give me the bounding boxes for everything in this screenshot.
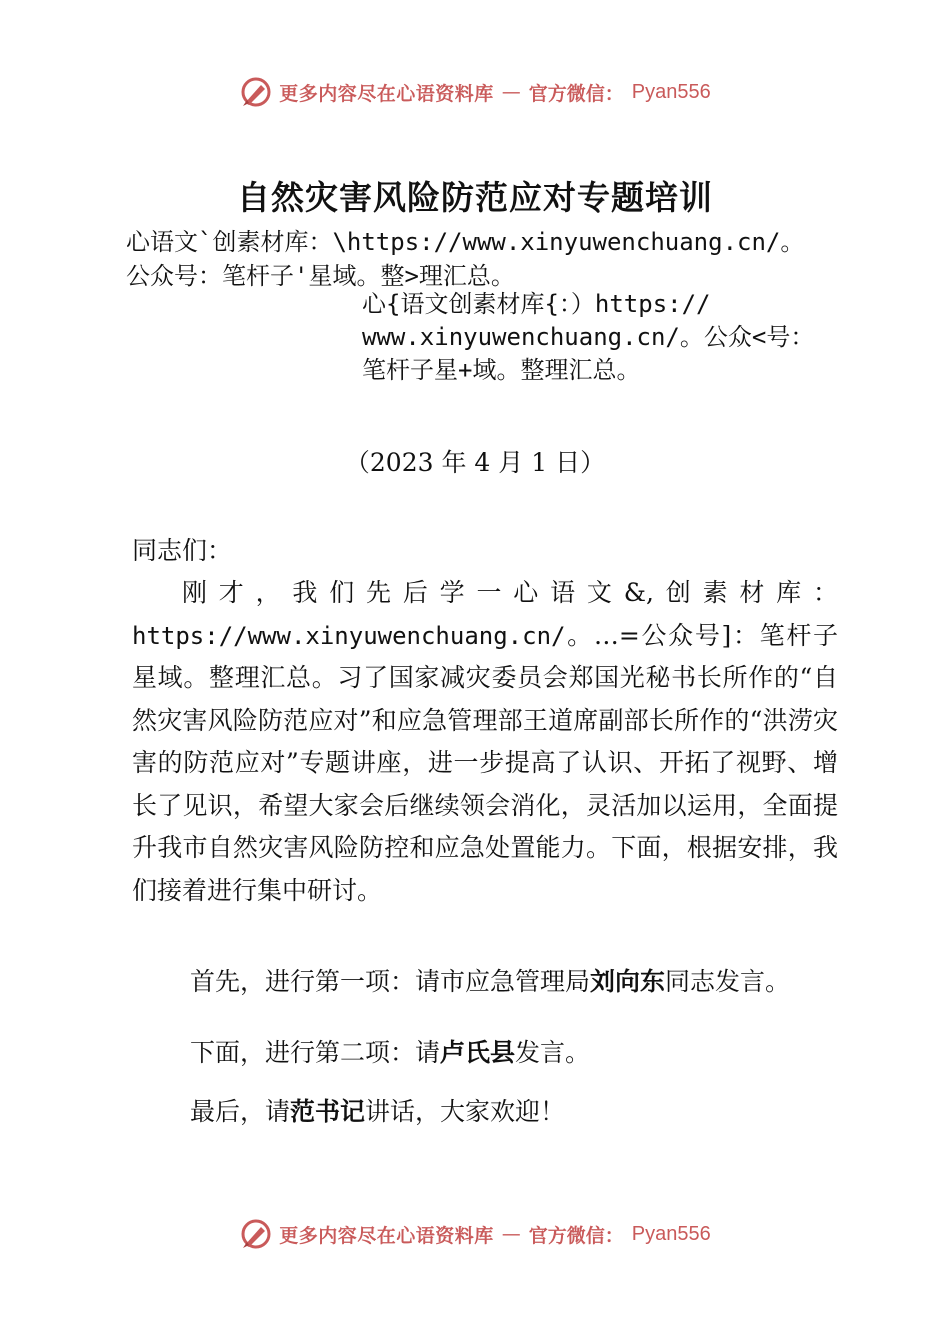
document-date: （2023 年 4 月 1 日） bbox=[344, 448, 606, 477]
banner-separator: — bbox=[501, 81, 521, 103]
banner-text: 更多内容尽在心语资料库 bbox=[279, 82, 494, 105]
banner-text: 更多内容尽在心语资料库 bbox=[279, 1224, 494, 1247]
agenda-item-text: 发言。 bbox=[515, 1038, 591, 1067]
header-banner bbox=[0, 72, 950, 112]
greeting: 同志们： bbox=[132, 536, 233, 565]
agenda-item-highlight: 范书记 bbox=[290, 1097, 366, 1126]
source-line: 心{语文创素材库{：）https:// bbox=[362, 290, 711, 318]
footer-banner bbox=[0, 1214, 950, 1254]
agenda-item-text: 下面，进行第二项：请 bbox=[190, 1038, 441, 1067]
banner-wechat-label: 官方微信： bbox=[528, 1224, 624, 1247]
paragraph-url: https://www.xinyuwenchuang.cn/ bbox=[132, 621, 566, 650]
banner-wechat-id: Pyan556 bbox=[631, 1222, 711, 1245]
paragraph-text: 。…=公众号]：笔杆子星域。整理汇总。习了国家减灾委员会郑国光秘书长所作的“自然灾害风险防范应对”和应急管理部王道席副部长所作的“洪涝灾害的防范应对”专题讲座，进一步提高了认识、开拓了视野、增长了见识，希望大家会后继续领会消化，灵活加以运用，全面提升我市自然灾害风险防控和应急处置能力。下面，根据安排，我们接着进行集中研讨。 bbox=[132, 620, 838, 905]
agenda-item-text: 首先，进行第一项：请市应急管理局 bbox=[190, 967, 591, 996]
source-line: 公众号：笔杆子'星域。整>理汇总。 bbox=[126, 262, 515, 290]
pen-logo-icon bbox=[239, 1217, 273, 1251]
banner-separator: — bbox=[501, 1223, 521, 1245]
source-line: 笔杆子星+域。整理汇总。 bbox=[362, 356, 641, 384]
body-paragraph bbox=[132, 572, 838, 912]
agenda-item-text: 最后，请 bbox=[190, 1097, 291, 1126]
agenda-item-text: 同志发言。 bbox=[665, 967, 791, 996]
banner-wechat-id: Pyan556 bbox=[631, 80, 711, 103]
source-line: 心语文`创素材库：\https://www.xinyuwenchuang.cn/。 bbox=[126, 228, 805, 256]
pen-logo-icon bbox=[239, 75, 273, 109]
source-line: www.xinyuwenchuang.cn/。公众<号： bbox=[362, 323, 815, 351]
agenda-item bbox=[190, 962, 790, 998]
agenda-item-highlight: 刘向东 bbox=[590, 967, 666, 996]
agenda-item bbox=[190, 1033, 590, 1069]
document-title: 自然灾害风险防范应对专题培训 bbox=[237, 178, 713, 217]
banner-wechat-label: 官方微信： bbox=[528, 82, 624, 105]
agenda-item-text: 讲话，大家欢迎！ bbox=[365, 1097, 566, 1126]
paragraph-text: 刚才，我们先后学一心语文&,创素材库： bbox=[182, 578, 838, 607]
agenda-item-highlight: 卢氏县 bbox=[440, 1038, 516, 1067]
agenda-item bbox=[190, 1092, 565, 1128]
